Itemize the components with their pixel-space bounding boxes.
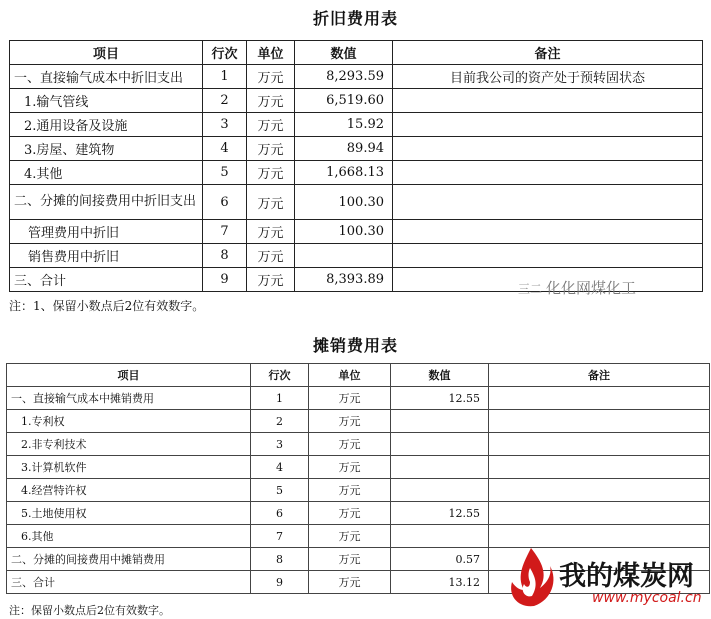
row-unit: 万元 — [309, 502, 391, 525]
row-value: 100.30 — [295, 220, 393, 244]
row-line: 3 — [251, 433, 309, 456]
watermark-prefix: 三二 — [518, 282, 543, 296]
row-value: 12.55 — [391, 387, 489, 410]
header-remark: 备注 — [489, 364, 710, 387]
row-remark — [393, 89, 703, 113]
header-unit: 单位 — [247, 41, 295, 65]
row-value: 12.55 — [391, 502, 489, 525]
row-value: 13.12 — [391, 571, 489, 594]
row-remark: 目前我公司的资产处于预转固状态 — [393, 65, 703, 89]
row-value: 1,668.13 — [295, 161, 393, 185]
header-line: 行次 — [251, 364, 309, 387]
row-value — [391, 456, 489, 479]
table-row — [10, 220, 703, 244]
row-line: 7 — [251, 525, 309, 548]
table-row — [10, 137, 703, 161]
row-line: 5 — [251, 479, 309, 502]
row-line: 8 — [251, 548, 309, 571]
flame-logo-icon — [504, 546, 558, 610]
header-item: 项目 — [7, 364, 251, 387]
row-item: 三、合计 — [7, 571, 251, 594]
table-row — [10, 185, 703, 220]
row-unit: 万元 — [247, 220, 295, 244]
depreciation-table-title: 折旧费用表 — [312, 9, 398, 28]
row-item: 销售费用中折旧 — [10, 244, 203, 268]
header-line: 行次 — [203, 41, 247, 65]
row-unit: 万元 — [309, 410, 391, 433]
row-unit: 万元 — [247, 244, 295, 268]
row-item: 6.其他 — [7, 525, 251, 548]
row-item: 三、合计 — [10, 268, 203, 292]
row-item: 5.土地使用权 — [7, 502, 251, 525]
row-remark — [393, 185, 703, 220]
watermark-brand: 我的煤炭网 — [559, 561, 694, 592]
row-line: 1 — [203, 65, 247, 89]
row-remark — [489, 456, 710, 479]
row-line: 6 — [203, 185, 247, 220]
row-item: 1.专利权 — [7, 410, 251, 433]
row-remark — [393, 161, 703, 185]
table-row — [7, 387, 710, 410]
row-value: 0.57 — [391, 548, 489, 571]
table-row — [7, 479, 710, 502]
row-unit: 万元 — [309, 456, 391, 479]
row-unit: 万元 — [247, 185, 295, 220]
row-unit: 万元 — [247, 89, 295, 113]
table-row — [10, 244, 703, 268]
row-unit: 万元 — [309, 571, 391, 594]
row-unit: 万元 — [309, 433, 391, 456]
row-line: 9 — [251, 571, 309, 594]
row-remark — [393, 137, 703, 161]
row-value — [391, 479, 489, 502]
row-value — [391, 525, 489, 548]
table-row — [7, 456, 710, 479]
table-header-row — [10, 41, 703, 65]
table-row — [10, 65, 703, 89]
row-item: 3.房屋、建筑物 — [10, 137, 203, 161]
row-line: 7 — [203, 220, 247, 244]
table-row — [7, 410, 710, 433]
watermark-text: 化化网煤化工 — [546, 279, 637, 297]
row-item: 二、分摊的间接费用中摊销费用 — [7, 548, 251, 571]
row-remark — [489, 502, 710, 525]
row-line: 5 — [203, 161, 247, 185]
row-item: 1.输气管线 — [10, 89, 203, 113]
row-value: 8,293.59 — [295, 65, 393, 89]
row-value — [295, 244, 393, 268]
row-unit: 万元 — [247, 268, 295, 292]
row-remark — [489, 410, 710, 433]
watermark-huahuawang — [518, 277, 636, 298]
row-item: 二、分摊的间接费用中折旧支出 — [10, 185, 203, 220]
row-value: 100.30 — [295, 185, 393, 220]
row-value — [391, 410, 489, 433]
table-row — [7, 502, 710, 525]
row-line: 2 — [203, 89, 247, 113]
header-remark: 备注 — [393, 41, 703, 65]
row-remark — [393, 244, 703, 268]
header-unit: 单位 — [309, 364, 391, 387]
row-unit: 万元 — [309, 548, 391, 571]
table-row — [10, 161, 703, 185]
row-remark — [489, 525, 710, 548]
row-item: 一、直接输气成本中折旧支出 — [10, 65, 203, 89]
row-remark — [393, 220, 703, 244]
row-line: 6 — [251, 502, 309, 525]
table-row — [10, 89, 703, 113]
depreciation-table — [9, 40, 703, 292]
header-value: 数值 — [295, 41, 393, 65]
row-line: 9 — [203, 268, 247, 292]
row-unit: 万元 — [309, 525, 391, 548]
row-line: 3 — [203, 113, 247, 137]
row-line: 8 — [203, 244, 247, 268]
row-unit: 万元 — [309, 479, 391, 502]
table-row — [10, 113, 703, 137]
row-remark — [489, 433, 710, 456]
row-line: 4 — [251, 456, 309, 479]
row-item: 4.其他 — [10, 161, 203, 185]
row-line: 2 — [251, 410, 309, 433]
row-value — [391, 433, 489, 456]
row-item: 2.非专利技术 — [7, 433, 251, 456]
watermark-url: www.mycoal.cn — [592, 590, 702, 606]
row-item: 管理费用中折旧 — [10, 220, 203, 244]
table-row — [7, 525, 710, 548]
row-line: 4 — [203, 137, 247, 161]
row-remark — [489, 387, 710, 410]
row-remark — [489, 479, 710, 502]
row-unit: 万元 — [247, 137, 295, 161]
table-header-row — [7, 364, 710, 387]
row-unit: 万元 — [309, 387, 391, 410]
amortization-table-note: 注：保留小数点后2位有效数字。 — [9, 604, 170, 617]
row-item: 3.计算机软件 — [7, 456, 251, 479]
row-item: 4.经营特许权 — [7, 479, 251, 502]
row-item: 2.通用设备及设施 — [10, 113, 203, 137]
row-value: 15.92 — [295, 113, 393, 137]
amortization-table-title: 摊销费用表 — [312, 336, 398, 355]
row-line: 1 — [251, 387, 309, 410]
row-item: 一、直接输气成本中摊销费用 — [7, 387, 251, 410]
row-unit: 万元 — [247, 113, 295, 137]
row-unit: 万元 — [247, 65, 295, 89]
row-remark — [393, 113, 703, 137]
row-value: 8,393.89 — [295, 268, 393, 292]
row-unit: 万元 — [247, 161, 295, 185]
header-value: 数值 — [391, 364, 489, 387]
row-value: 89.94 — [295, 137, 393, 161]
mycoal-watermark — [504, 546, 704, 612]
row-value: 6,519.60 — [295, 89, 393, 113]
table-row — [7, 433, 710, 456]
depreciation-table-note: 注：1、保留小数点后2位有效数字。 — [9, 299, 205, 313]
header-item: 项目 — [10, 41, 203, 65]
